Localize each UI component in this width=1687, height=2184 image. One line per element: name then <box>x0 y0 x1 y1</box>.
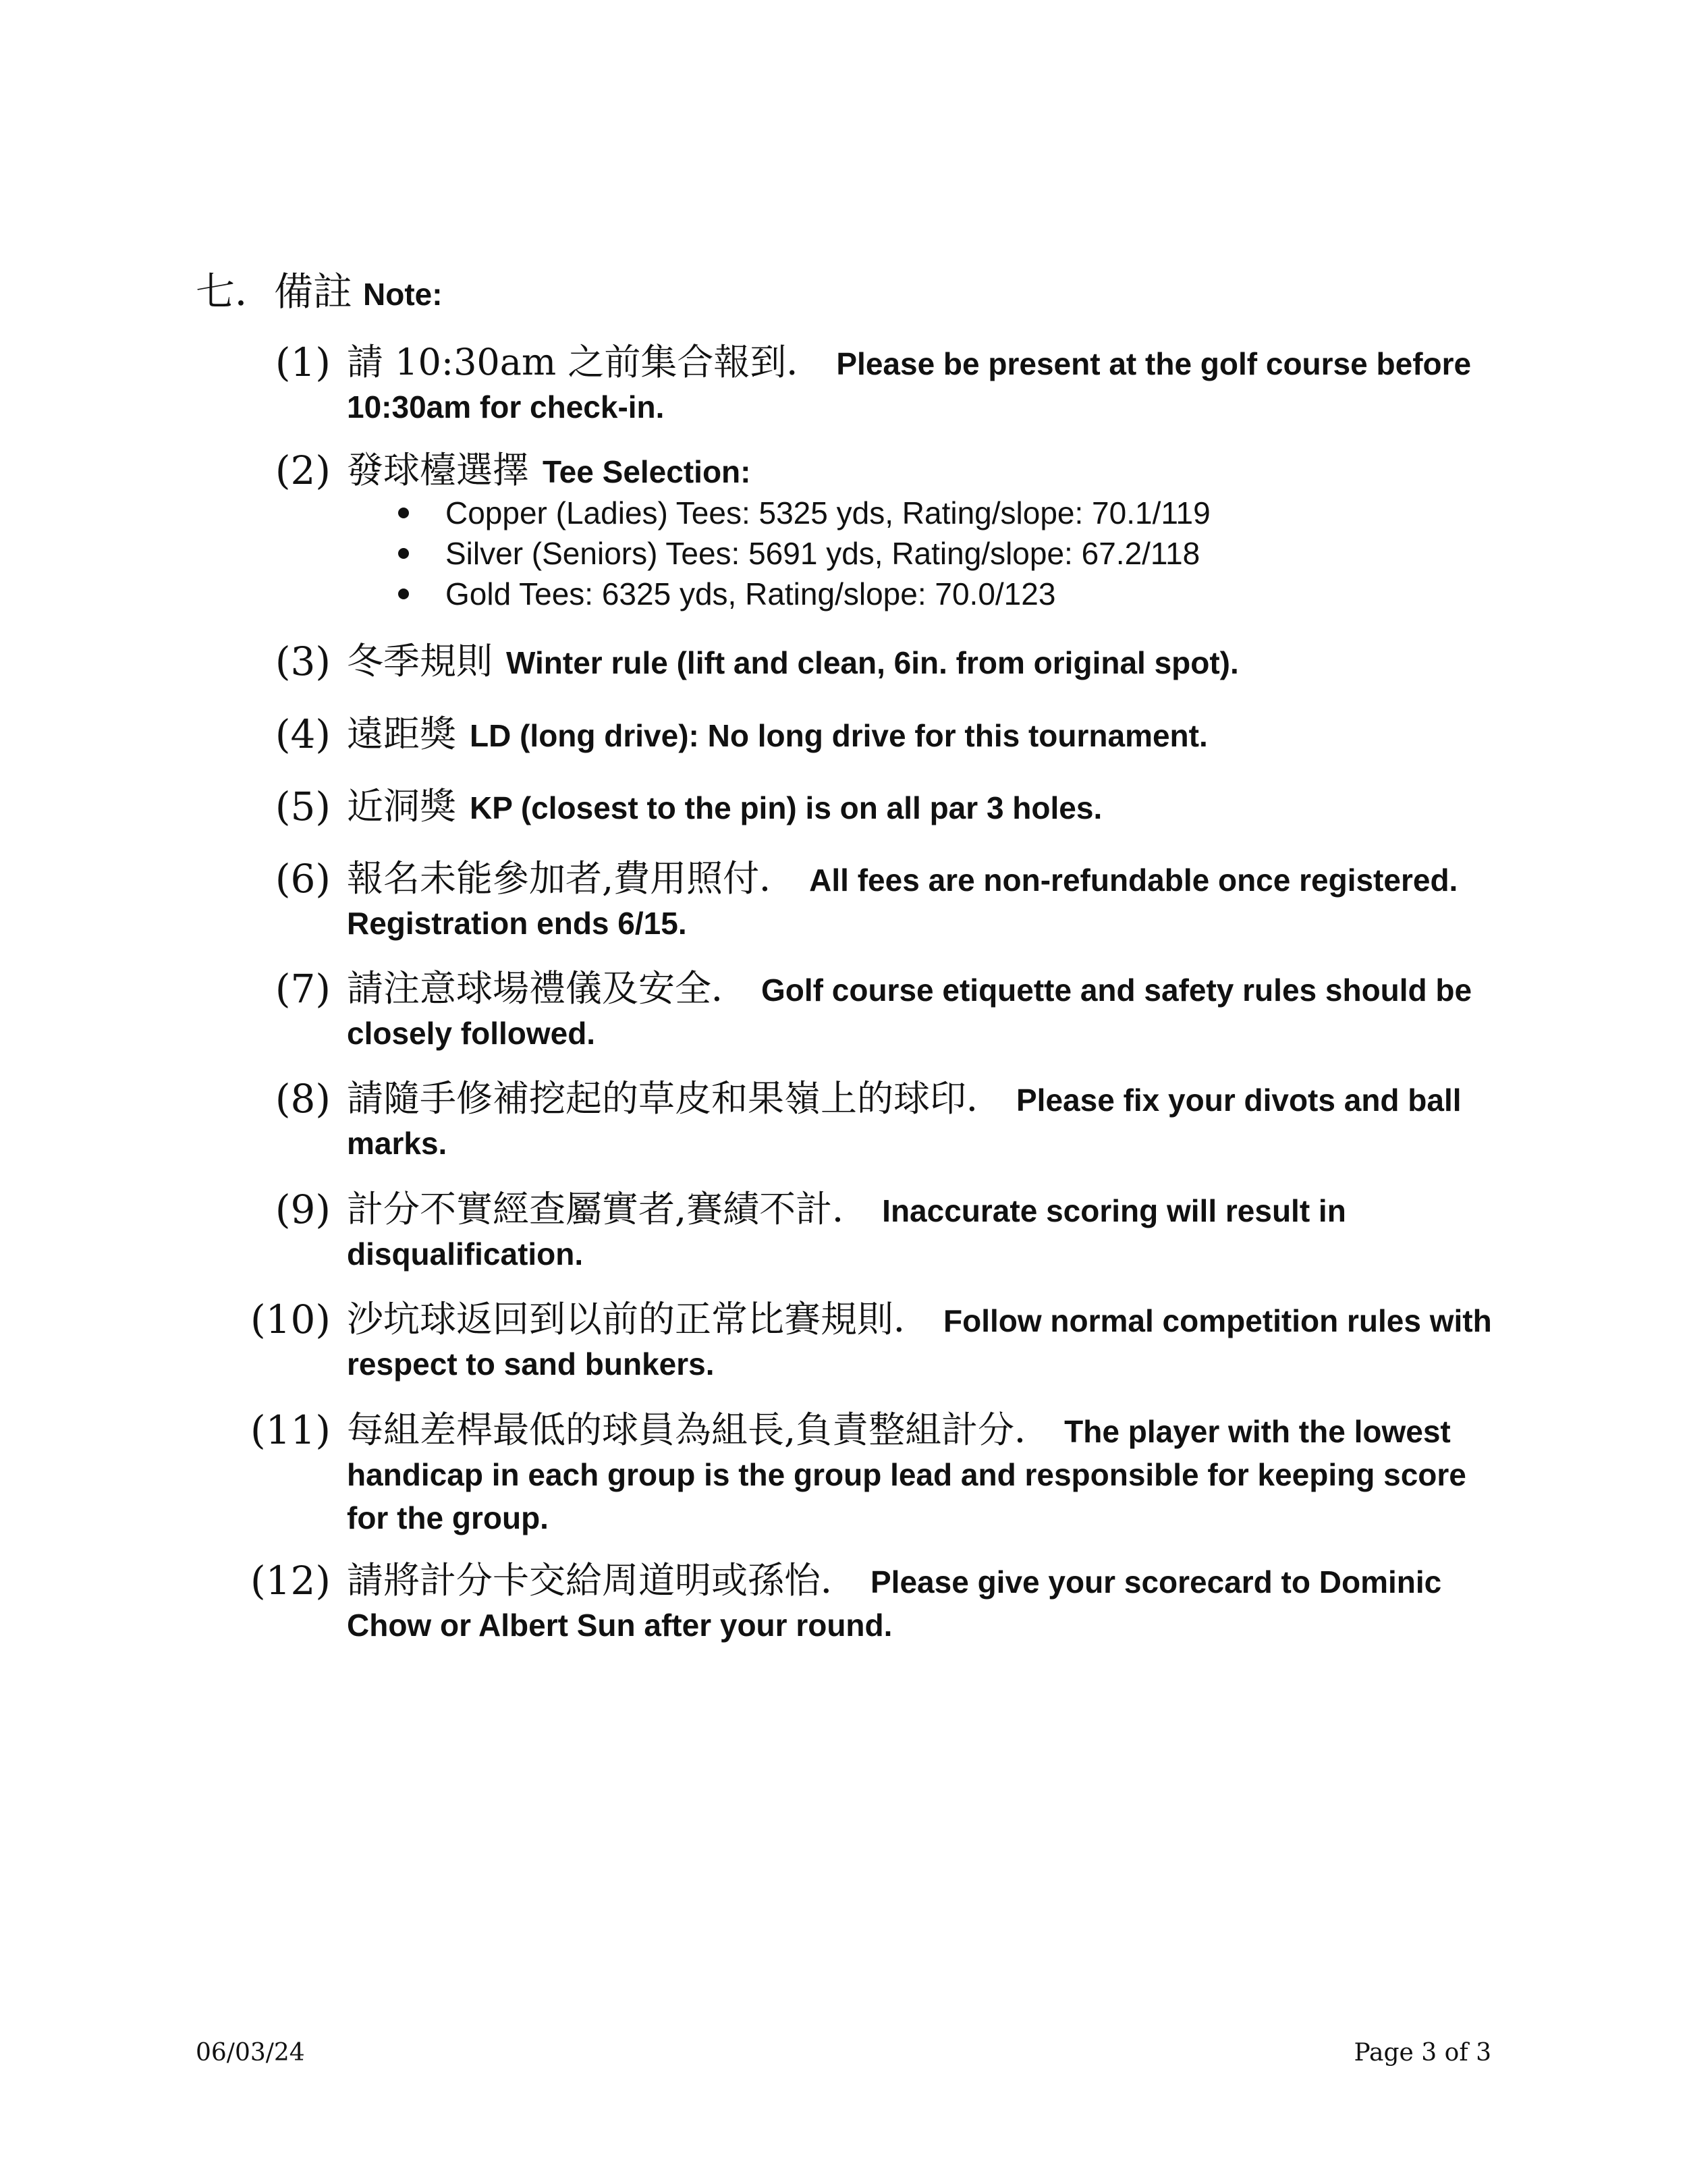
note-content <box>347 449 1505 493</box>
note-en: Inaccurate scoring will result in disqualification. <box>347 1193 1346 1272</box>
note-number: (5) <box>275 784 331 829</box>
tee-option-gold: Gold Tees: 6325 yds, Rating/slope: 70.0/123 <box>398 574 1211 614</box>
note-number: (9) <box>275 1186 331 1232</box>
note-zh: 發球檯選擇 <box>347 449 529 491</box>
note-content <box>347 1188 1505 1276</box>
note-en: The player with the lowest handicap in each group is the group lead and responsible for keeping score for the group. <box>347 1414 1466 1535</box>
note-content <box>347 341 1505 429</box>
note-zh: 請注意球場禮儀及安全． <box>347 967 748 1010</box>
tee-option-silver: Silver (Seniors) Tees: 5691 yds, Rating/slope: 67.2/118 <box>398 533 1211 574</box>
note-number: (10) <box>250 1296 331 1342</box>
note-content <box>347 640 1505 684</box>
note-zh: 冬季規則 <box>347 640 493 682</box>
note-content <box>347 967 1505 1055</box>
note-item-4 <box>250 713 1505 757</box>
note-item-11 <box>250 1409 1505 1539</box>
note-item-10 <box>250 1298 1505 1386</box>
note-content <box>347 785 1505 829</box>
note-en: Winter rule (lift and clean, 6in. from original spot). <box>506 645 1239 680</box>
note-en: Golf course etiquette and safety rules should be closely followed. <box>347 973 1472 1051</box>
note-en: KP (closest to the pin) is on all par 3 holes. <box>470 790 1103 825</box>
note-content <box>347 1559 1505 1647</box>
footer-page-number: Page 3 of 3 <box>1354 2039 1491 2067</box>
tee-option-copper: Copper (Ladies) Tees: 5325 yds, Rating/slope: 70.1/119 <box>398 493 1211 533</box>
note-en: Please give your scorecard to Dominic Chow or Albert Sun after your round. <box>347 1564 1442 1643</box>
note-item-12 <box>250 1559 1505 1647</box>
note-number: (12) <box>250 1558 331 1604</box>
note-item-6 <box>250 857 1505 945</box>
note-en: Follow normal competition rules with respect to sand bunkers. <box>347 1303 1492 1382</box>
note-item-8 <box>250 1077 1505 1165</box>
note-item-3 <box>250 640 1505 684</box>
note-number: (7) <box>275 966 331 1012</box>
note-zh: 請 10:30am 之前集合報到． <box>347 341 823 383</box>
note-number: (3) <box>275 638 331 684</box>
note-item-2 <box>250 449 1505 493</box>
tee-selection-list <box>398 493 1211 614</box>
note-en: Please be present at the golf course before 10:30am for check-in. <box>347 346 1472 425</box>
note-item-5 <box>250 785 1505 829</box>
section-heading-en: Note: <box>363 277 443 312</box>
note-zh: 遠距獎 <box>347 713 456 755</box>
note-zh: 沙坑球返回到以前的正常比賽規則． <box>347 1298 930 1340</box>
section-heading <box>196 267 443 319</box>
note-number: (1) <box>275 339 331 385</box>
note-number: (4) <box>275 711 331 757</box>
note-en: Tee Selection: <box>543 454 751 489</box>
note-zh: 計分不實經查屬實者,賽績不計． <box>347 1188 869 1230</box>
note-number: (6) <box>275 856 331 902</box>
note-number: (8) <box>275 1076 331 1122</box>
note-en: All fees are non-refundable once registered. Registration ends 6/15. <box>347 863 1458 941</box>
footer-date: 06/03/24 <box>196 2039 305 2067</box>
note-zh: 近洞獎 <box>347 785 456 827</box>
note-en: LD (long drive): No long drive for this tournament. <box>470 718 1208 753</box>
note-content <box>347 713 1505 757</box>
note-content <box>347 1298 1505 1386</box>
note-content <box>347 1077 1505 1165</box>
note-en: Please fix your divots and ball marks. <box>347 1083 1462 1161</box>
note-content <box>347 1409 1505 1539</box>
note-item-9 <box>250 1188 1505 1276</box>
note-number: (2) <box>275 447 331 493</box>
note-zh: 請隨手修補挖起的草皮和果嶺上的球印． <box>347 1077 1003 1120</box>
note-item-7 <box>250 967 1505 1055</box>
note-zh: 報名未能參加者,費用照付． <box>347 857 796 900</box>
note-content <box>347 857 1505 945</box>
note-number: (11) <box>250 1407 331 1453</box>
section-heading-zh: 七．備註 <box>196 269 353 315</box>
note-zh: 請將計分卡交給周道明或孫怡． <box>347 1559 857 1602</box>
note-zh: 每組差桿最低的球員為組長,負責整組計分． <box>347 1409 1051 1451</box>
note-item-1 <box>250 341 1505 429</box>
